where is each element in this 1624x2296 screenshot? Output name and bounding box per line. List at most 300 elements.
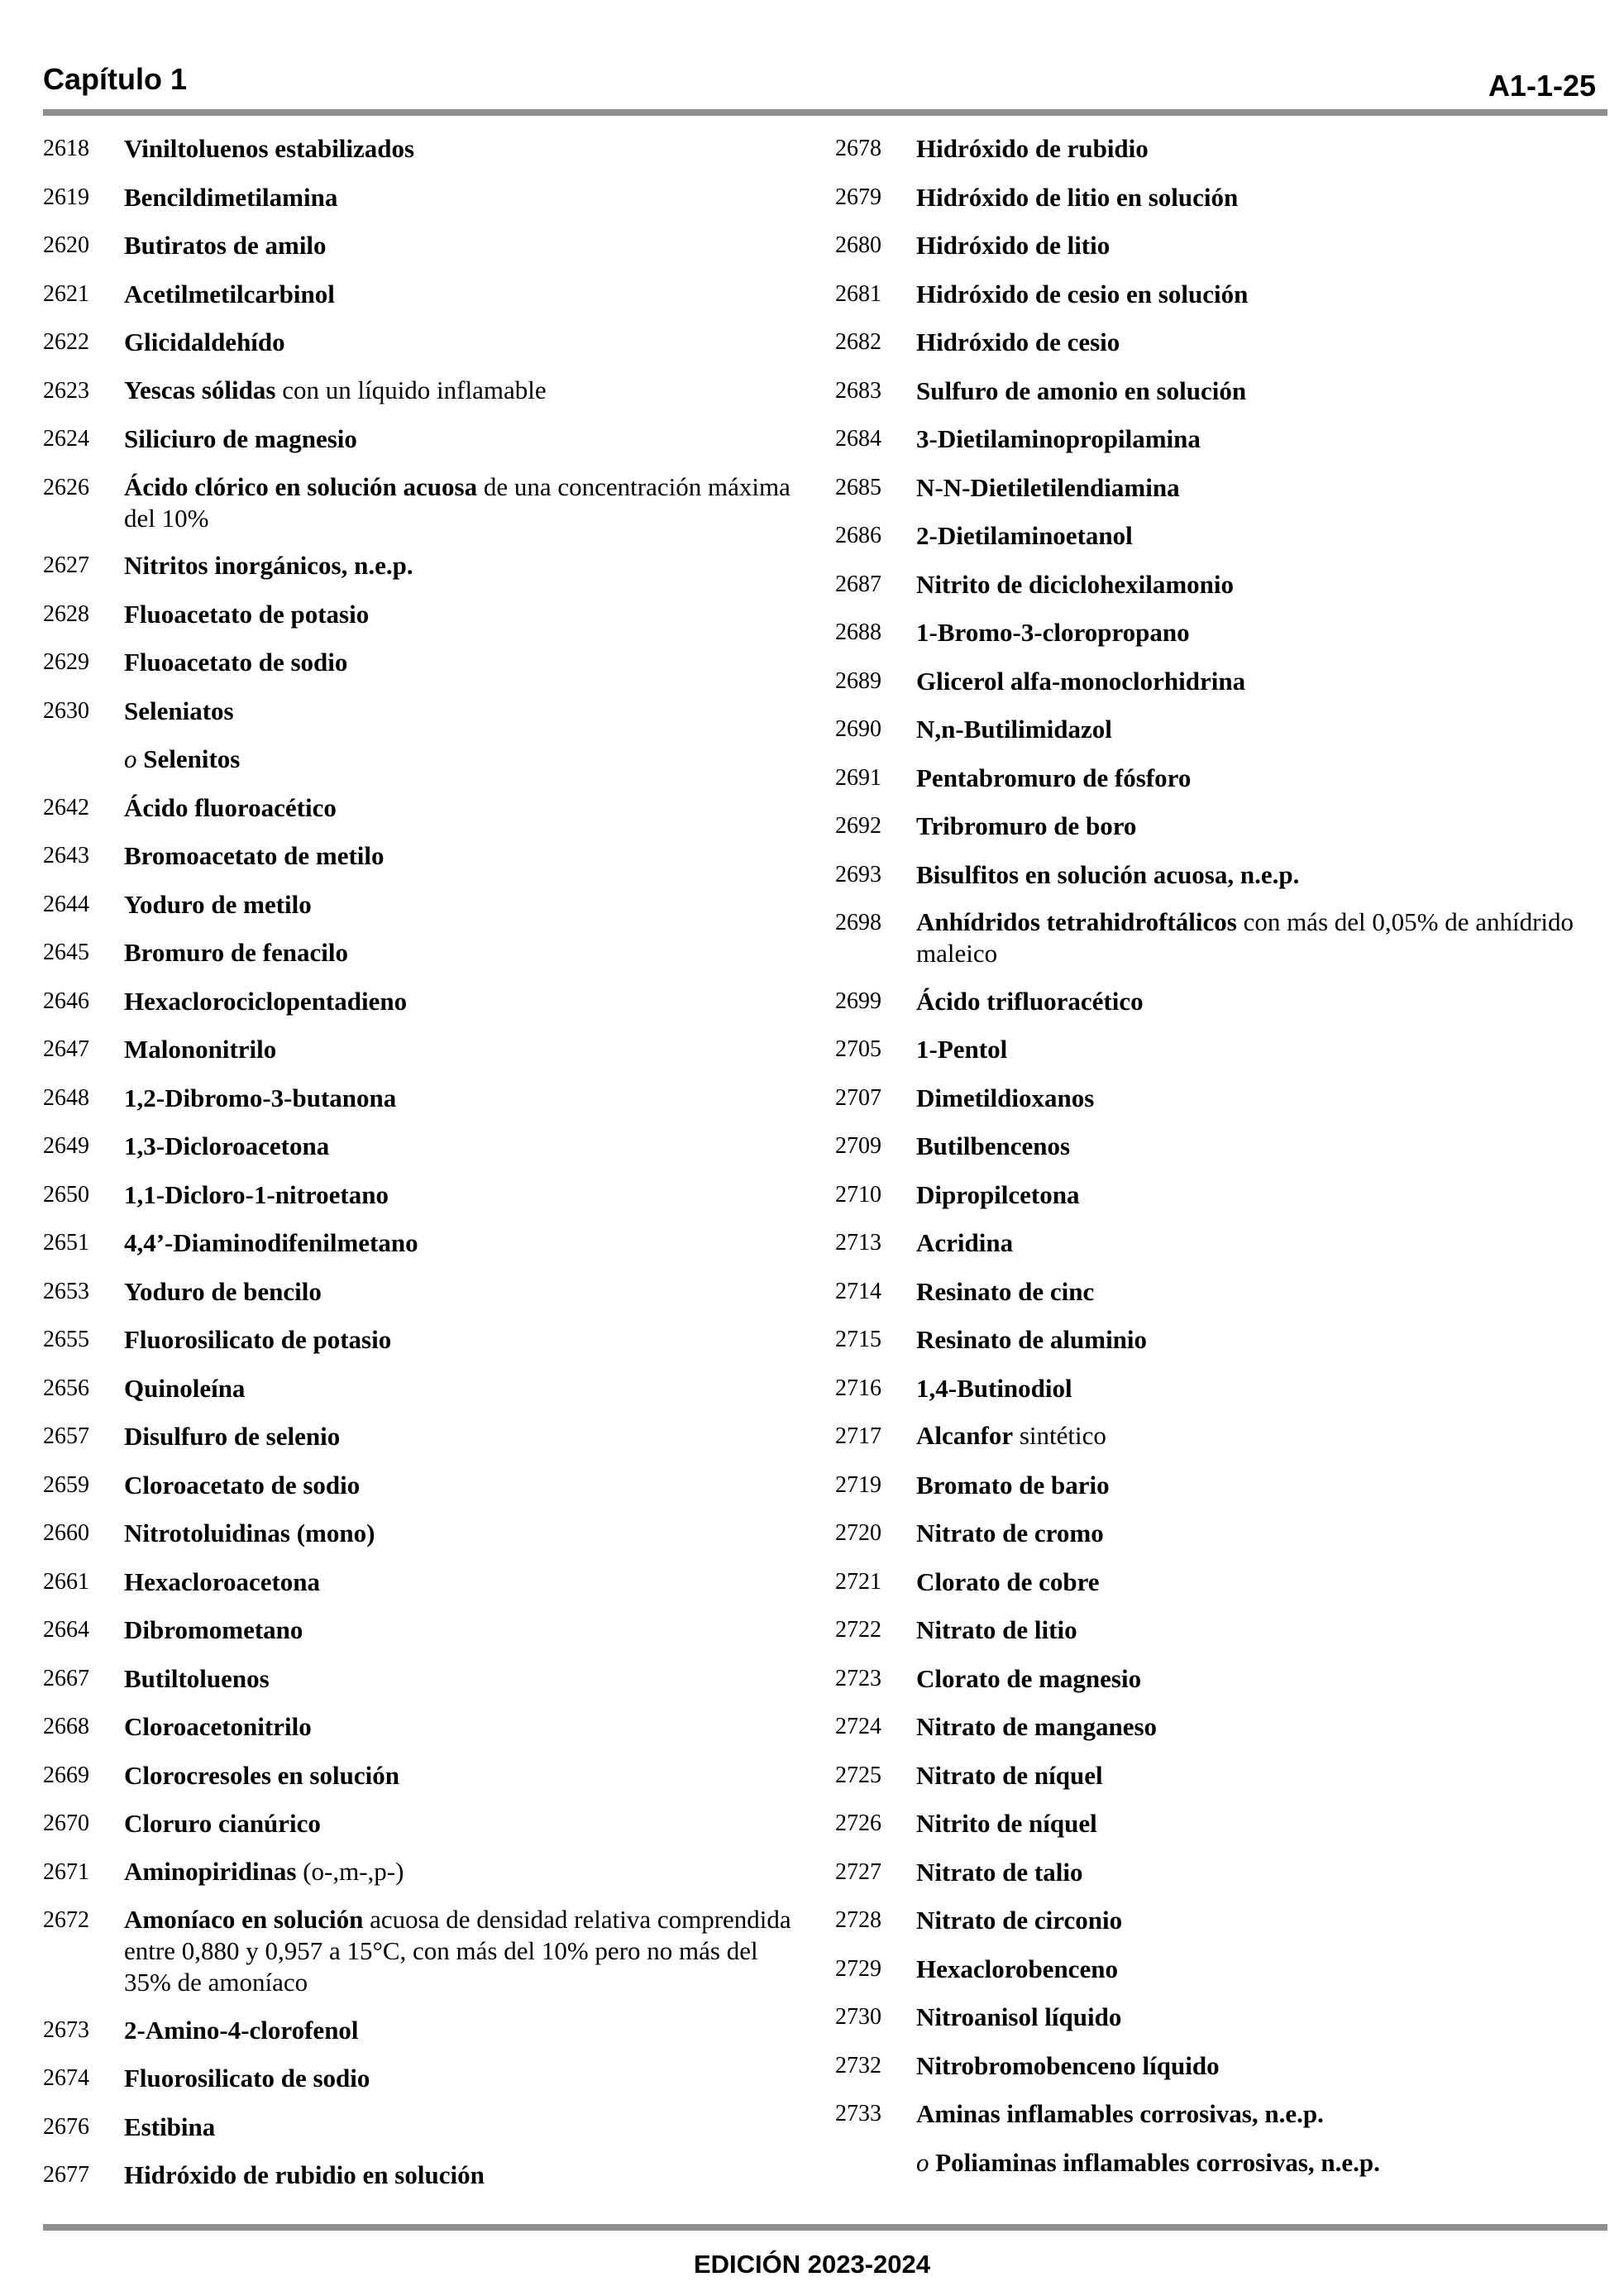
un-number: 2651 bbox=[43, 1230, 89, 1256]
un-number: 2645 bbox=[43, 940, 89, 965]
entry-row bbox=[835, 1469, 1588, 1502]
entry-text bbox=[124, 549, 804, 582]
un-number: 2667 bbox=[43, 1665, 89, 1691]
substance-name: Glicidaldehído bbox=[124, 328, 285, 356]
alternative-prefix: o bbox=[124, 744, 137, 773]
un-number: 2687 bbox=[835, 571, 881, 597]
substance-name: Clorato de cobre bbox=[916, 1567, 1100, 1596]
entry-row bbox=[43, 1517, 804, 1550]
entry-text bbox=[124, 646, 804, 679]
entry-row bbox=[835, 1807, 1588, 1840]
entry-row bbox=[43, 1856, 804, 1889]
entry-row bbox=[835, 132, 1588, 165]
entry-row bbox=[835, 1227, 1588, 1260]
entry-text bbox=[124, 1614, 804, 1647]
un-number: 2710 bbox=[835, 1181, 881, 1208]
entry-row bbox=[835, 423, 1588, 456]
entry-text bbox=[916, 1469, 1588, 1502]
entry-text bbox=[124, 695, 804, 728]
entry-text bbox=[124, 1807, 804, 1840]
un-number: 2661 bbox=[43, 1568, 89, 1595]
entry-row bbox=[835, 1130, 1588, 1163]
entry-row bbox=[835, 762, 1588, 795]
entry-row bbox=[835, 1566, 1588, 1599]
substance-name: Nitrito de diciclohexilamonio bbox=[916, 569, 1235, 599]
entry-row bbox=[43, 1033, 804, 1066]
un-number: 2618 bbox=[43, 136, 89, 161]
un-number: 2684 bbox=[835, 426, 881, 452]
entry-text bbox=[916, 1082, 1588, 1115]
substance-name: Fluoacetato de sodio bbox=[124, 648, 348, 677]
substance-name: Cloroacetato de sodio bbox=[124, 1470, 361, 1500]
entry-text bbox=[124, 1469, 804, 1502]
substance-name: Nitrato de cromo bbox=[916, 1519, 1104, 1547]
entry-text bbox=[916, 181, 1588, 214]
substance-name: N-N-Dietiletilendiamina bbox=[916, 472, 1180, 502]
un-number: 2653 bbox=[43, 1278, 89, 1304]
entry-text bbox=[916, 1807, 1588, 1840]
substance-name: Bencildimetilamina bbox=[124, 182, 338, 212]
un-number: 2707 bbox=[835, 1084, 881, 1111]
entry-row bbox=[835, 906, 1588, 969]
entry-text bbox=[916, 1372, 1588, 1405]
entry-row bbox=[43, 1759, 804, 1792]
entry-row bbox=[835, 2001, 1588, 2034]
entry-text bbox=[124, 1662, 804, 1696]
entry-text bbox=[124, 471, 804, 534]
substance-name: Selenitos bbox=[143, 744, 241, 773]
entry-text bbox=[124, 1710, 804, 1744]
substance-name: Clorato de magnesio bbox=[916, 1663, 1142, 1693]
entry-text bbox=[124, 375, 804, 406]
entry-text bbox=[916, 2001, 1588, 2034]
un-number: 2729 bbox=[835, 1955, 881, 1982]
entry-row bbox=[43, 1130, 804, 1163]
un-number: 2619 bbox=[43, 184, 89, 210]
un-number: 2690 bbox=[835, 716, 881, 742]
entry-text bbox=[124, 1082, 804, 1115]
entry-row bbox=[43, 2159, 804, 2192]
entry-text bbox=[916, 2050, 1588, 2083]
entry-text bbox=[124, 743, 804, 776]
substance-name: Butiltoluenos bbox=[124, 1663, 270, 1693]
un-number: 2717 bbox=[835, 1423, 881, 1449]
entry-text bbox=[916, 859, 1588, 892]
un-number: 2723 bbox=[835, 1665, 881, 1691]
un-number: 2624 bbox=[43, 426, 89, 452]
entry-row bbox=[835, 326, 1588, 359]
entry-row bbox=[835, 1420, 1588, 1453]
substance-name: Hidróxido de litio en solución bbox=[916, 182, 1239, 212]
entry-text bbox=[916, 1614, 1588, 1647]
un-number: 2679 bbox=[835, 184, 881, 210]
entry-text bbox=[916, 2146, 1588, 2179]
entry-text bbox=[124, 985, 804, 1018]
substance-name: Nitrato de níquel bbox=[916, 1760, 1103, 1790]
entry-text bbox=[124, 2111, 804, 2144]
entry-text bbox=[124, 1033, 804, 1066]
entry-row bbox=[835, 665, 1588, 698]
substance-description: sintético bbox=[1019, 1421, 1106, 1450]
entry-text bbox=[124, 598, 804, 631]
substance-name: Acetilmetilcarbinol bbox=[124, 279, 335, 309]
entry-row bbox=[835, 229, 1588, 262]
entry-row bbox=[43, 549, 804, 582]
un-number: 2691 bbox=[835, 764, 881, 791]
entry-text bbox=[124, 132, 804, 165]
substance-name: Amoníaco en solución bbox=[124, 1905, 364, 1934]
un-number: 2709 bbox=[835, 1133, 881, 1159]
un-number: 2642 bbox=[43, 794, 89, 820]
un-number: 2730 bbox=[835, 2004, 881, 2030]
entry-row bbox=[43, 1662, 804, 1696]
entry-row bbox=[43, 888, 804, 921]
substance-name: Nitritos inorgánicos, n.e.p. bbox=[124, 551, 413, 580]
substance-name: N,n-Butilimidazol bbox=[916, 715, 1112, 744]
entry-row bbox=[43, 1323, 804, 1356]
entry-text bbox=[124, 888, 804, 921]
entry-text bbox=[124, 936, 804, 969]
entry-text bbox=[916, 906, 1588, 969]
substance-name: Nitrato de circonio bbox=[916, 1906, 1123, 1935]
un-number: 2626 bbox=[43, 474, 89, 500]
entry-text bbox=[916, 1759, 1588, 1792]
substance-name: Cloruro cianúrico bbox=[124, 1809, 321, 1838]
substance-name: Butiratos de amilo bbox=[124, 231, 327, 260]
entry-text bbox=[916, 1323, 1588, 1356]
un-number: 2671 bbox=[43, 1858, 89, 1885]
substance-name: 4,4’-Diaminodifenilmetano bbox=[124, 1228, 418, 1257]
entry-row bbox=[835, 568, 1588, 601]
substance-name: Glicerol alfa-monoclorhidrina bbox=[916, 666, 1246, 696]
entry-text bbox=[916, 471, 1588, 505]
substance-name: Resinato de aluminio bbox=[916, 1325, 1148, 1354]
un-number: 2693 bbox=[835, 861, 881, 887]
substance-name: Dibromometano bbox=[124, 1615, 303, 1644]
un-number: 2673 bbox=[43, 2016, 89, 2043]
un-number: 2726 bbox=[835, 1810, 881, 1836]
entry-text bbox=[916, 1130, 1588, 1163]
page-number: A1-1-25 bbox=[1488, 69, 1596, 103]
substance-name: Hidróxido de cesio en solución bbox=[916, 279, 1249, 309]
entry-row bbox=[835, 1517, 1588, 1550]
entry-row bbox=[43, 181, 804, 214]
un-number: 2732 bbox=[835, 2052, 881, 2078]
substance-name: Yescas sólidas bbox=[124, 375, 276, 404]
entry-row bbox=[43, 1807, 804, 1840]
entry-text bbox=[124, 229, 804, 262]
substance-name: 1-Pentol bbox=[916, 1035, 1008, 1064]
entry-row bbox=[43, 985, 804, 1018]
substance-name: Aminas inflamables corrosivas, n.e.p. bbox=[916, 2099, 1324, 2128]
entry-row bbox=[43, 839, 804, 873]
substance-name: Bromuro de fenacilo bbox=[124, 938, 348, 967]
substance-name: Dimetildioxanos bbox=[916, 1083, 1095, 1112]
entry-row bbox=[835, 2097, 1588, 2131]
entry-text bbox=[916, 568, 1588, 601]
entry-text bbox=[124, 1420, 804, 1453]
entry-text bbox=[916, 985, 1588, 1018]
substance-name: 1,4-Butinodiol bbox=[916, 1373, 1072, 1403]
entry-text bbox=[916, 1662, 1588, 1696]
entry-row bbox=[835, 471, 1588, 505]
entry-text bbox=[916, 423, 1588, 456]
entry-row bbox=[43, 1275, 804, 1308]
entry-row bbox=[43, 132, 804, 165]
substance-name: 2-Amino-4-clorofenol bbox=[124, 2015, 359, 2045]
un-number: 2683 bbox=[835, 377, 881, 404]
substance-name: Yoduro de bencilo bbox=[124, 1276, 322, 1306]
entry-row bbox=[835, 1662, 1588, 1696]
entry-text bbox=[124, 1759, 804, 1792]
entry-row bbox=[43, 326, 804, 359]
substance-name: Hexacloroacetona bbox=[124, 1567, 321, 1596]
substance-name: Hidróxido de rubidio en solución bbox=[124, 2160, 485, 2189]
substance-name: Ácido fluoroacético bbox=[124, 792, 337, 822]
entry-row bbox=[43, 1227, 804, 1260]
entry-text bbox=[124, 1372, 804, 1405]
substance-name: Hidróxido de cesio bbox=[916, 328, 1120, 356]
un-number: 2628 bbox=[43, 600, 89, 627]
entry-text bbox=[916, 1033, 1588, 1066]
substance-name: 1-Bromo-3-cloropropano bbox=[916, 618, 1190, 647]
entry-row bbox=[835, 859, 1588, 892]
substance-name: Siliciuro de magnesio bbox=[124, 424, 357, 453]
un-number: 2647 bbox=[43, 1036, 89, 1062]
entry-text bbox=[124, 181, 804, 214]
entry-row bbox=[835, 1275, 1588, 1308]
entry-row bbox=[835, 1323, 1588, 1356]
entry-text bbox=[124, 1566, 804, 1599]
un-number: 2664 bbox=[43, 1617, 89, 1643]
entry-row bbox=[43, 1179, 804, 1212]
entry-row bbox=[43, 743, 804, 776]
entry-text bbox=[916, 665, 1588, 698]
un-number: 2668 bbox=[43, 1714, 89, 1739]
un-number: 2714 bbox=[835, 1278, 881, 1304]
entry-text bbox=[916, 1904, 1588, 1937]
entry-row bbox=[43, 1372, 804, 1405]
un-number: 2622 bbox=[43, 329, 89, 355]
un-number: 2685 bbox=[835, 474, 881, 500]
substance-name: Ácido trifluoracético bbox=[916, 986, 1144, 1016]
substance-name: Clorocresoles en solución bbox=[124, 1760, 399, 1790]
un-number: 2699 bbox=[835, 988, 881, 1014]
entry-row bbox=[43, 936, 804, 969]
substance-name: Viniltoluenos estabilizados bbox=[124, 134, 415, 163]
entry-text bbox=[916, 810, 1588, 843]
substance-name: Nitrotoluidinas (mono) bbox=[124, 1519, 375, 1547]
substance-name: Fluorosilicato de sodio bbox=[124, 2064, 370, 2093]
entry-text bbox=[916, 2097, 1588, 2131]
un-number: 2655 bbox=[43, 1327, 89, 1352]
substance-name: Seleniatos bbox=[124, 696, 234, 725]
entry-row bbox=[835, 1904, 1588, 1937]
un-number: 2725 bbox=[835, 1762, 881, 1788]
un-number: 2727 bbox=[835, 1858, 881, 1885]
un-number: 2698 bbox=[835, 910, 881, 935]
entry-text bbox=[916, 1227, 1588, 1260]
entry-text bbox=[124, 1227, 804, 1260]
entry-text bbox=[124, 2014, 804, 2047]
substance-name: Nitroanisol líquido bbox=[916, 2002, 1122, 2031]
un-number: 2733 bbox=[835, 2101, 881, 2126]
substance-name: 1,3-Dicloroacetona bbox=[124, 1131, 330, 1160]
entry-row bbox=[43, 598, 804, 631]
un-number: 2629 bbox=[43, 649, 89, 675]
substance-name: Dipropilcetona bbox=[916, 1179, 1080, 1209]
alternative-prefix: o bbox=[916, 2147, 929, 2177]
substance-name: Bisulfitos en solución acuosa, n.e.p. bbox=[916, 859, 1300, 889]
entry-text bbox=[916, 713, 1588, 746]
substance-name: 3-Dietilaminopropilamina bbox=[916, 424, 1201, 453]
un-number: 2713 bbox=[835, 1230, 881, 1256]
un-number: 2656 bbox=[43, 1375, 89, 1401]
entry-row bbox=[835, 2050, 1588, 2083]
substance-name: Poliaminas inflamables corrosivas, n.e.p. bbox=[935, 2147, 1380, 2177]
substance-name: Tribromuro de boro bbox=[916, 811, 1137, 840]
entry-row bbox=[835, 1033, 1588, 1066]
un-number: 2719 bbox=[835, 1471, 881, 1498]
substance-name: Yoduro de metilo bbox=[124, 889, 312, 919]
entry-text bbox=[124, 2159, 804, 2192]
entry-row bbox=[43, 792, 804, 825]
entry-row bbox=[43, 1566, 804, 1599]
entry-text bbox=[916, 278, 1588, 311]
entry-text bbox=[124, 839, 804, 873]
footer-rule bbox=[43, 2224, 1607, 2231]
entry-row bbox=[835, 1179, 1588, 1212]
entry-row bbox=[43, 423, 804, 456]
substance-name: Hexaclorobenceno bbox=[916, 1954, 1118, 1983]
entry-row bbox=[43, 375, 804, 408]
entry-row bbox=[43, 2014, 804, 2047]
substance-description: con más del 0,05% de anhídrido maleico bbox=[916, 907, 1574, 968]
entry-row bbox=[43, 2111, 804, 2144]
entry-row bbox=[835, 1759, 1588, 1792]
entry-text bbox=[124, 1130, 804, 1163]
un-number: 2657 bbox=[43, 1423, 89, 1449]
un-number: 2623 bbox=[43, 377, 89, 404]
entry-row bbox=[43, 1904, 804, 1998]
entry-text bbox=[124, 1323, 804, 1356]
entry-text bbox=[916, 375, 1588, 408]
entry-row bbox=[835, 519, 1588, 552]
un-number: 2722 bbox=[835, 1617, 881, 1643]
entry-text bbox=[124, 1856, 804, 1887]
un-number: 2660 bbox=[43, 1520, 89, 1546]
substance-name: Malononitrilo bbox=[124, 1035, 277, 1064]
header-rule bbox=[43, 109, 1607, 116]
substance-name: Hidróxido de litio bbox=[916, 231, 1111, 260]
substance-description: acuosa de densidad relativa comprendida entre 0,880 y 0,957 a 15°C, con más del 10% pero no más del 35% de amoníaco bbox=[124, 1905, 791, 1997]
entry-row bbox=[43, 2062, 804, 2095]
entry-row bbox=[835, 1372, 1588, 1405]
un-number: 2674 bbox=[43, 2065, 89, 2091]
substance-name: Nitrato de talio bbox=[916, 1857, 1083, 1887]
entry-row bbox=[43, 1082, 804, 1115]
substance-name: Ácido clórico en solución acuosa bbox=[124, 471, 478, 501]
entry-text bbox=[916, 616, 1588, 649]
entry-row bbox=[835, 713, 1588, 746]
entry-text bbox=[916, 1275, 1588, 1308]
entry-row bbox=[835, 1082, 1588, 1115]
un-number: 2680 bbox=[835, 232, 881, 258]
entry-text bbox=[916, 1953, 1588, 1986]
un-number: 2648 bbox=[43, 1084, 89, 1111]
entry-row bbox=[43, 1469, 804, 1502]
entry-text bbox=[916, 519, 1588, 552]
substance-name: Bromato de bario bbox=[916, 1470, 1110, 1500]
entry-text bbox=[916, 1179, 1588, 1212]
substance-description: con un líquido inflamable bbox=[282, 375, 547, 404]
substance-name: 1,1-Dicloro-1-nitroetano bbox=[124, 1179, 389, 1209]
substance-name: Acridina bbox=[916, 1228, 1014, 1257]
entry-text bbox=[124, 278, 804, 311]
entry-text bbox=[916, 1517, 1588, 1550]
un-number: 2678 bbox=[835, 136, 881, 161]
substance-name: Fluoacetato de potasio bbox=[124, 599, 370, 629]
entry-row bbox=[835, 616, 1588, 649]
un-number: 2672 bbox=[43, 1907, 89, 1933]
substance-name: Nitrato de manganeso bbox=[916, 1712, 1158, 1741]
substance-name: Pentabromuro de fósforo bbox=[916, 763, 1192, 792]
entry-row bbox=[835, 375, 1588, 408]
substance-name: Disulfuro de selenio bbox=[124, 1422, 341, 1451]
left-column bbox=[43, 132, 804, 2208]
un-number: 2682 bbox=[835, 329, 881, 355]
un-number: 2686 bbox=[835, 523, 881, 548]
un-number: 2728 bbox=[835, 1907, 881, 1933]
un-number: 2692 bbox=[835, 813, 881, 839]
un-number: 2724 bbox=[835, 1714, 881, 1739]
entry-text bbox=[124, 1179, 804, 1212]
entry-text bbox=[124, 2062, 804, 2095]
un-number: 2720 bbox=[835, 1520, 881, 1546]
entry-row bbox=[835, 1614, 1588, 1647]
right-column bbox=[835, 132, 1588, 2194]
substance-name: Fluorosilicato de potasio bbox=[124, 1325, 392, 1354]
substance-name: Cloroacetonitrilo bbox=[124, 1712, 312, 1741]
substance-name: Bromoacetato de metilo bbox=[124, 841, 385, 870]
entry-row bbox=[43, 471, 804, 534]
entry-row bbox=[835, 810, 1588, 843]
entry-text bbox=[916, 1566, 1588, 1599]
un-number: 2689 bbox=[835, 667, 881, 694]
un-number: 2650 bbox=[43, 1181, 89, 1208]
entry-row bbox=[43, 1420, 804, 1453]
entry-text bbox=[916, 1710, 1588, 1744]
un-number: 2644 bbox=[43, 891, 89, 917]
substance-name: Nitrito de níquel bbox=[916, 1809, 1097, 1838]
un-number: 2630 bbox=[43, 697, 89, 724]
entry-row bbox=[43, 278, 804, 311]
entry-text bbox=[124, 326, 804, 359]
substance-name: Nitrato de litio bbox=[916, 1615, 1077, 1644]
un-number: 2669 bbox=[43, 1762, 89, 1788]
substance-name: Resinato de cinc bbox=[916, 1276, 1095, 1306]
un-number: 2677 bbox=[43, 2162, 89, 2188]
entry-text bbox=[124, 792, 804, 825]
un-number: 2716 bbox=[835, 1375, 881, 1401]
substance-name: Sulfuro de amonio en solución bbox=[916, 375, 1247, 405]
entry-row bbox=[835, 1856, 1588, 1889]
edition-footer: EDICIÓN 2023-2024 bbox=[693, 2250, 931, 2279]
entry-text bbox=[124, 423, 804, 456]
substance-name: Anhídridos tetrahidroftálicos bbox=[916, 907, 1237, 936]
entry-text bbox=[916, 229, 1588, 262]
entry-text bbox=[916, 1856, 1588, 1889]
